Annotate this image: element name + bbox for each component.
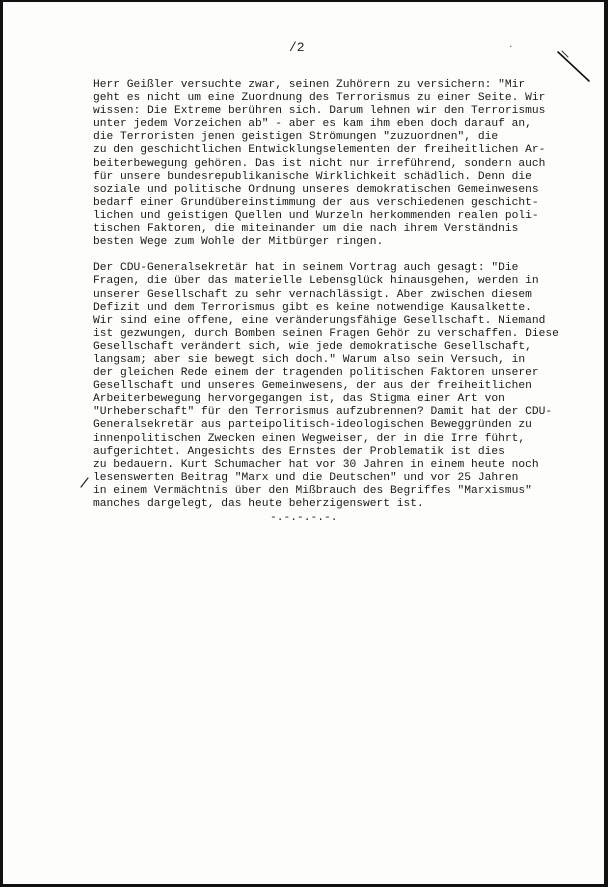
text-line: zu den geschichtlichen Entwicklungselementen der freiheitlichen Ar- bbox=[93, 144, 546, 157]
text-line: wissen: Die Extreme berühren sich. Darum lehnen wir den Terrorismus bbox=[93, 105, 546, 118]
text-line: Gesellschaft verändert sich, wie jede demokratische Gesellschaft, bbox=[93, 340, 532, 353]
text-line: ist gezwungen, durch Bomben seinen Fragen Gehör zu verschaffen. Diese bbox=[93, 327, 559, 340]
text-line: unserer Gesellschaft zu sehr vernachlässigt. Aber zwischen diesem bbox=[93, 288, 532, 301]
text-line: manches dargelegt, das heute beherzigenswert ist. bbox=[93, 498, 424, 510]
text-line: Wir sind eine offene, eine veränderungsfähige Gesellschaft. Niemand bbox=[93, 314, 546, 327]
text-line: Gesellschaft und unseres Gemeinwesens, der aus der freiheitlichen bbox=[93, 380, 532, 393]
text-line: langsam; aber sie bewegt sich doch." Warum also sein Versuch, in bbox=[93, 353, 526, 366]
text-line: der gleichen Rede einem der tragenden politischen Faktoren unserer bbox=[93, 367, 539, 380]
text-line: Defizit und dem Terrorismus gibt es keine notwendige Kausalkette. bbox=[93, 301, 532, 314]
paragraph-2 bbox=[93, 262, 603, 511]
text-line: beiterbewegung gehören. Das ist nicht nur irreführend, sondern auch bbox=[93, 157, 546, 170]
scan-speck: · bbox=[508, 42, 514, 52]
text-line: Arbeiterbewegung hervorgegangen ist, das Stigma einer Art von bbox=[93, 393, 505, 406]
text-line: tischen Faktoren, die miteinander um die nach ihrem Verständnis bbox=[93, 223, 519, 236]
text-line: in einem Vermächtnis über den Mißbrauch des Begriffes "Marxismus" bbox=[93, 484, 532, 497]
text-line: Fragen, die über das materielle Lebensglück hinausgehen, werden in bbox=[93, 275, 539, 288]
text-line: besten Wege zum Wohle der Mitbürger ringen. bbox=[93, 236, 384, 249]
text-line: "Urheberschaft" für den Terrorismus aufzubrennen? Damit hat der CDU- bbox=[93, 406, 553, 419]
letter-body bbox=[93, 79, 603, 524]
text-line: lesenswerten Beitrag "Marx und die Deutschen" und vor 25 Jahren bbox=[93, 471, 519, 484]
paragraph-1 bbox=[93, 79, 603, 249]
text-line: bedarf einer Grundübereinstimmung der aus verschiedenen geschicht- bbox=[93, 196, 539, 209]
page-number: /2 bbox=[289, 40, 305, 55]
text-line: Der CDU-Generalsekretär hat in seinem Vortrag auch gesagt: "Die bbox=[93, 262, 519, 275]
text-line: geht es nicht um eine Zuordnung des Terrorismus zu einer Seite. Wir bbox=[93, 92, 546, 105]
text-line: innenpolitischen Zwecken einen Wegweiser, der in die Irre führt, bbox=[93, 432, 526, 445]
text-line: zu bedauern. Kurt Schumacher hat vor 30 Jahren in einem heute noch bbox=[93, 458, 539, 471]
text-line: aufgerichtet. Angesichts des Ernstes der Problematik ist dies bbox=[93, 445, 505, 458]
text-line: lichen und geistigen Quellen und Wurzeln herkommenden realen poli- bbox=[93, 209, 539, 222]
text-line: für unsere bundesrepublikanische Wirklichkeit schädlich. Denn die bbox=[93, 170, 532, 183]
text-line: soziale und politische Ordnung unseres demokratischen Gemeinwesens bbox=[93, 183, 539, 196]
margin-tick-mark-icon bbox=[79, 477, 89, 489]
text-line: Generalsekretär aus parteipolitisch-ideologischen Beweggründen zu bbox=[93, 419, 532, 432]
text-line: Herr Geißler versuchte zwar, seinen Zuhörern zu versichern: "Mir bbox=[93, 79, 526, 91]
text-line: die Terroristen jenen geistigen Strömungen "zuzuordnen", die bbox=[93, 131, 499, 144]
end-of-text-mark: -.-.-.-.-. bbox=[270, 512, 338, 524]
text-line: unter jedem Vorzeichen ab" - aber es kam ihm eben doch darauf an, bbox=[93, 118, 532, 131]
